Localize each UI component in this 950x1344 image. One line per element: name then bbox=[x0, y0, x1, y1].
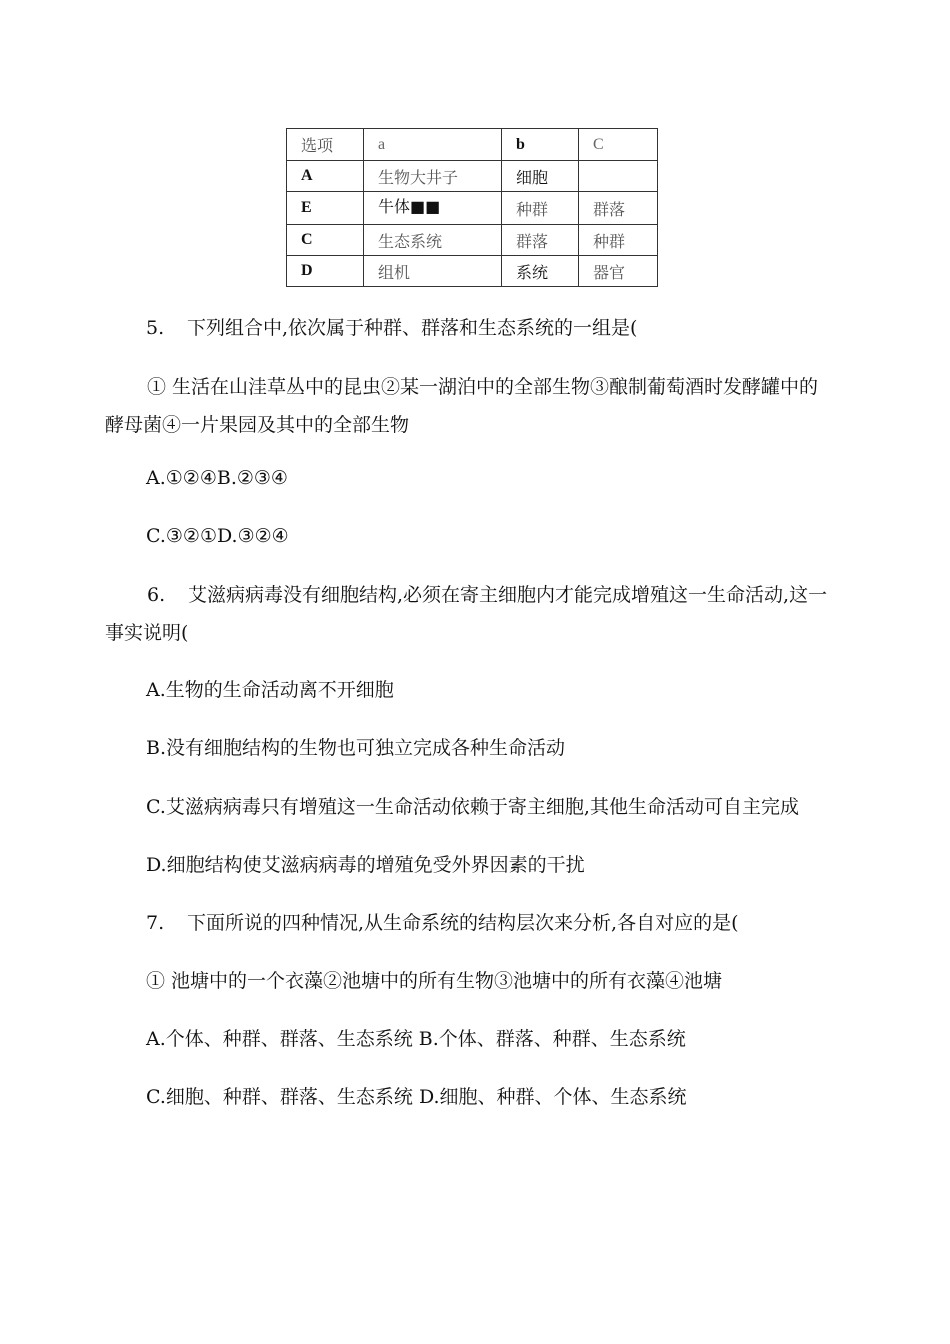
table-cell bbox=[579, 161, 658, 192]
table-cell: 牛体■■ bbox=[364, 192, 502, 225]
question-6-option-d: D.细胞结构使艾滋病病毒的增殖免受外界因素的干扰 bbox=[146, 854, 585, 876]
question-7 bbox=[146, 905, 739, 941]
table-cell: C bbox=[287, 225, 364, 256]
question-6-option-b: B.没有细胞结构的生物也可独立完成各种生命活动 bbox=[146, 737, 566, 759]
question-text: 下列组合中,依次属于种群、群落和生态系统的一组是( bbox=[187, 317, 638, 339]
table-cell: A bbox=[287, 161, 364, 192]
question-5-options-2: C.③②①D.③②④ bbox=[146, 525, 289, 547]
table-row bbox=[287, 225, 658, 256]
question-6 bbox=[105, 576, 835, 652]
table-header-row bbox=[287, 129, 658, 161]
table-cell: 种群 bbox=[502, 192, 579, 225]
table-cell: 细胞 bbox=[502, 161, 579, 192]
question-5-options-1: A.①②④B.②③④ bbox=[146, 467, 288, 489]
question-6-option-a: A.生物的生命活动离不开细胞 bbox=[146, 679, 394, 701]
question-number: 5. bbox=[146, 317, 165, 339]
table-cell: 种群 bbox=[579, 225, 658, 256]
table-cell: 组机 bbox=[364, 256, 502, 287]
question-6-option-c: C.艾滋病病毒只有增殖这一生命活动依赖于寄主细胞,其他生命活动可自主完成 bbox=[146, 796, 799, 818]
options-table bbox=[286, 128, 658, 287]
table-row bbox=[287, 192, 658, 225]
table-cell: 系统 bbox=[502, 256, 579, 287]
table-row bbox=[287, 161, 658, 192]
table-cell: 生物大井子 bbox=[364, 161, 502, 192]
table-cell: E bbox=[287, 192, 364, 225]
question-5-stem: ① 生活在山洼草丛中的昆虫②某一湖泊中的全部生物③酿制葡萄酒时发酵罐中的酵母菌④一片果园及其中的全部生物 bbox=[105, 376, 819, 436]
question-7-options-1: A.个体、种群、群落、生态系统 B.个体、群落、种群、生态系统 bbox=[146, 1028, 686, 1050]
table-header-cell: b bbox=[502, 129, 579, 161]
question-number: 6. bbox=[147, 584, 166, 606]
table-header-cell: C bbox=[579, 129, 658, 161]
question-7-stem: ① 池塘中的一个衣藻②池塘中的所有生物③池塘中的所有衣藻④池塘 bbox=[146, 970, 723, 992]
table-cell: 生态系统 bbox=[364, 225, 502, 256]
table-header-cell: a bbox=[364, 129, 502, 161]
question-5 bbox=[146, 310, 637, 346]
table-cell: 群落 bbox=[579, 192, 658, 225]
table-header-cell: 选项 bbox=[287, 129, 364, 161]
table-row bbox=[287, 256, 658, 287]
table-cell: 器官 bbox=[579, 256, 658, 287]
table-cell: 群落 bbox=[502, 225, 579, 256]
table-cell: D bbox=[287, 256, 364, 287]
question-text: 艾滋病病毒没有细胞结构,必须在寄主细胞内才能完成增殖这一生命活动,这一事实说明( bbox=[105, 584, 828, 644]
question-text: 下面所说的四种情况,从生命系统的结构层次来分析,各自对应的是( bbox=[187, 912, 739, 934]
question-number: 7. bbox=[146, 912, 165, 934]
question-7-options-2: C.细胞、种群、群落、生态系统 D.细胞、种群、个体、生态系统 bbox=[146, 1086, 687, 1108]
